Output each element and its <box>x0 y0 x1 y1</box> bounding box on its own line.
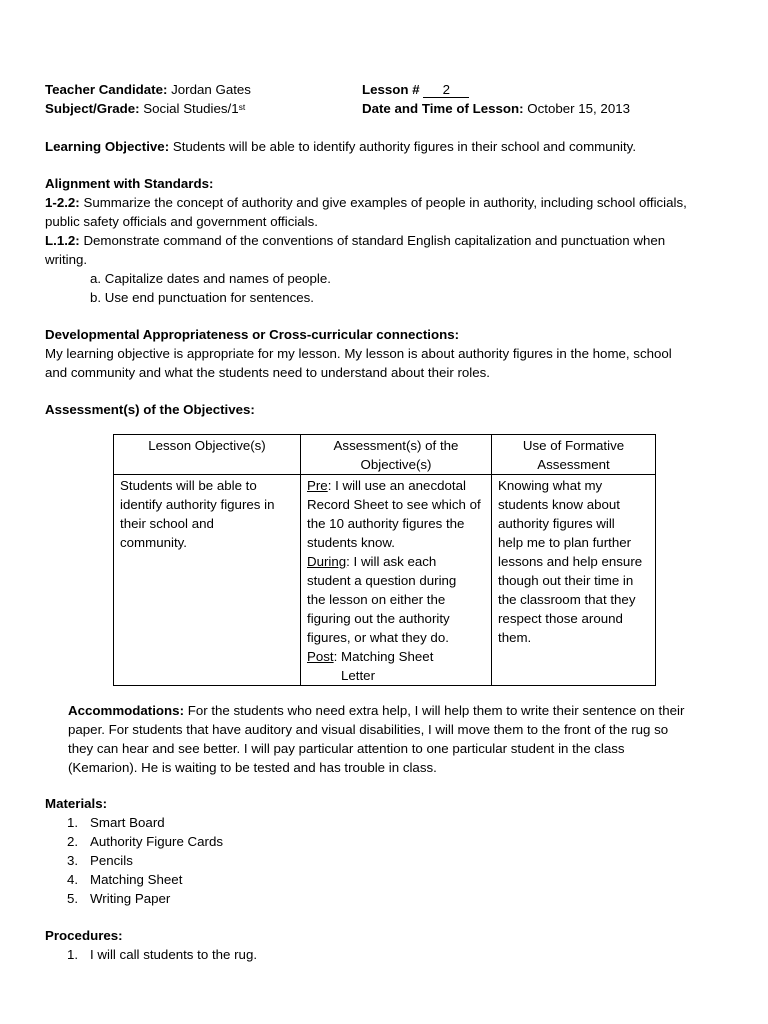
table-header-row <box>114 435 656 475</box>
accommodations-label: Accommodations: <box>68 703 184 718</box>
cell-assessments: Pre: I will use an anecdotal Record Sheet to see which of the 10 authority figures the students know. During: I will ask each student a question during the lesson on either the figuring out the authority figures, or what they do. Post: Matching Sheet Letter <box>301 475 492 686</box>
subject-superscript: st <box>238 102 246 112</box>
standard-2-text: Demonstrate command of the conventions of standard English capitalization and punctuation when <box>83 233 666 248</box>
standard-1-text: Summarize the concept of authority and give examples of people in authority, including school officials, <box>83 195 687 210</box>
cell-formative-use: Knowing what my students know about authority figures will help me to plan further lessons and help ensure though out their time in the classroom that they respect those around them. <box>492 475 656 686</box>
standard-2-sub-a: a. Capitalize dates and names of people. <box>90 271 331 286</box>
procedures-list <box>45 945 735 964</box>
header-formative-assessment: Use of Formative Assessment <box>492 435 656 475</box>
standard-1-text-cont: public safety officials and government officials. <box>45 214 318 229</box>
materials-heading: Materials: <box>45 796 108 811</box>
cell-lesson-objective: Students will be able to identify authority figures in their school and community. <box>114 475 301 686</box>
table-row <box>114 475 656 686</box>
procedures-section <box>45 926 735 964</box>
lesson-number-value: 2 <box>423 83 469 98</box>
during-label: During <box>307 554 347 569</box>
list-item: 5. Writing Paper <box>67 891 171 906</box>
date-time-line <box>362 99 630 118</box>
list-item: 1. Smart Board <box>67 815 165 830</box>
lesson-label: Lesson # <box>362 82 420 97</box>
header-lesson-objectives: Lesson Objective(s) <box>114 435 301 475</box>
lesson-number-line <box>362 80 469 99</box>
standards-section <box>45 174 735 307</box>
accommodations-section <box>68 701 748 777</box>
teacher-candidate-line <box>45 80 251 99</box>
objective-label: Learning Objective: <box>45 139 170 154</box>
list-item: 4. Matching Sheet <box>67 872 183 887</box>
assessment-table <box>113 434 656 686</box>
date-value: October 15, 2013 <box>527 101 631 116</box>
date-label: Date and Time of Lesson: <box>362 101 524 116</box>
list-item: 1. I will call students to the rug. <box>67 947 258 962</box>
teacher-value: Jordan Gates <box>171 82 251 97</box>
subject-value: Social Studies/1 <box>143 101 239 116</box>
developmental-section <box>45 325 735 382</box>
teacher-label: Teacher Candidate: <box>45 82 168 97</box>
standards-heading: Alignment with Standards: <box>45 176 214 191</box>
developmental-text-cont: and community and what the students need to understand about their roles. <box>45 365 490 380</box>
list-item: 2. Authority Figure Cards <box>67 834 224 849</box>
materials-section <box>45 794 735 908</box>
standard-2-code: L.1.2: <box>45 233 80 248</box>
accommodations-text-2: paper. For students that have auditory and visual disabilities, I will move them to the front of the rug so <box>68 722 669 737</box>
accommodations-text-4: (Kemarion). He is waiting to be tested and has trouble in class. <box>68 760 437 775</box>
learning-objective <box>45 137 636 156</box>
pre-label: Pre <box>307 478 328 493</box>
subject-label: Subject/Grade: <box>45 101 140 116</box>
subject-grade-line <box>45 99 245 118</box>
post-label: Post <box>307 649 334 664</box>
assessment-heading-line <box>45 400 255 419</box>
list-item: 3. Pencils <box>67 853 133 868</box>
header-assessments: Assessment(s) of the Objective(s) <box>301 435 492 475</box>
developmental-heading: Developmental Appropriateness or Cross-curricular connections: <box>45 327 460 342</box>
standard-2-sub-b: b. Use end punctuation for sentences. <box>90 290 314 305</box>
assessment-heading: Assessment(s) of the Objectives: <box>45 402 255 417</box>
accommodations-text-3: they can hear and see better. I will pay particular attention to one particular student in the class <box>68 741 625 756</box>
accommodations-text: For the students who need extra help, I will help them to write their sentence on their <box>184 703 685 718</box>
materials-list <box>45 813 735 908</box>
standard-1-code: 1-2.2: <box>45 195 80 210</box>
objective-text: Students will be able to identify authority figures in their school and community. <box>172 139 637 154</box>
developmental-text: My learning objective is appropriate for my lesson. My lesson is about authority figures in the home, school <box>45 346 672 361</box>
procedures-heading: Procedures: <box>45 928 123 943</box>
standard-2-text-cont: writing. <box>45 252 88 267</box>
